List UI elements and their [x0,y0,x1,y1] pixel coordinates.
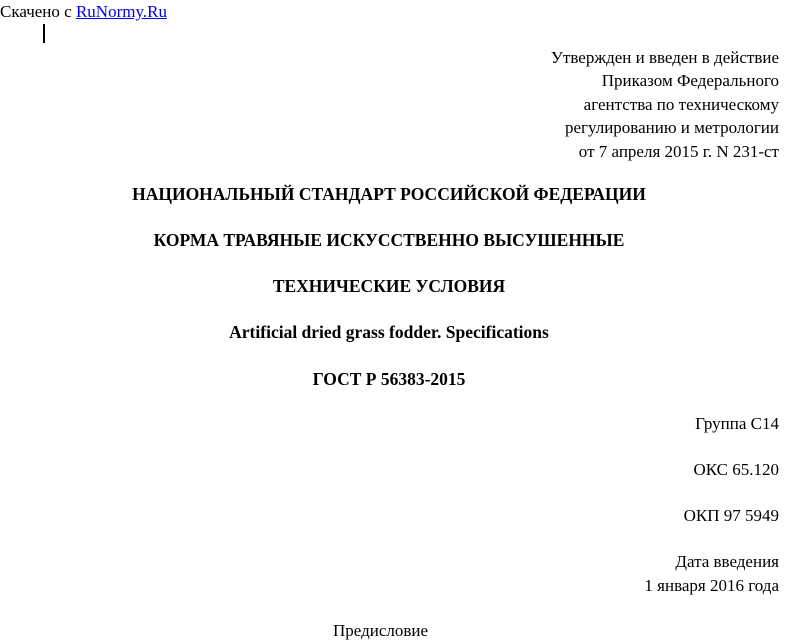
source-line [0,2,167,22]
standard-type-heading: НАЦИОНАЛЬНЫЙ СТАНДАРТ РОССИЙСКОЙ ФЕДЕРАЦИИ [132,184,646,204]
approval-line-2: Приказом Федерального [601,71,779,91]
source-prefix: Скачено с [0,2,76,21]
document-title: КОРМА ТРАВЯНЫЕ ИСКУССТВЕННО ВЫСУШЕННЫЕ [153,230,625,250]
oks-code: ОКС 65.120 [693,460,779,479]
introduction-date-value: 1 января 2016 года [644,575,779,595]
introduction-date-label: Дата введения [675,552,779,571]
introduction-date-block [644,550,779,597]
approval-line-3: агентства по техническому [583,94,779,114]
group-code: Группа С14 [695,414,779,433]
english-title: Artificial dried grass fodder. Specifications [229,322,549,342]
source-link[interactable]: RuNormy.Ru [75,2,167,21]
approval-line-1: Утвержден и введен в действие [550,48,779,67]
text-cursor [43,24,45,43]
standard-designation: ГОСТ Р 56383-2015 [312,369,466,389]
approval-block [551,46,779,163]
approval-line-5: от 7 апреля 2015 г. N 231-ст [578,141,779,161]
okp-code: ОКП 97 5949 [683,506,779,525]
preface-heading: Предисловие [333,621,429,640]
approval-line-4: регулированию и метрологии [564,118,779,138]
document-subtitle: ТЕХНИЧЕСКИЕ УСЛОВИЯ [272,276,506,296]
